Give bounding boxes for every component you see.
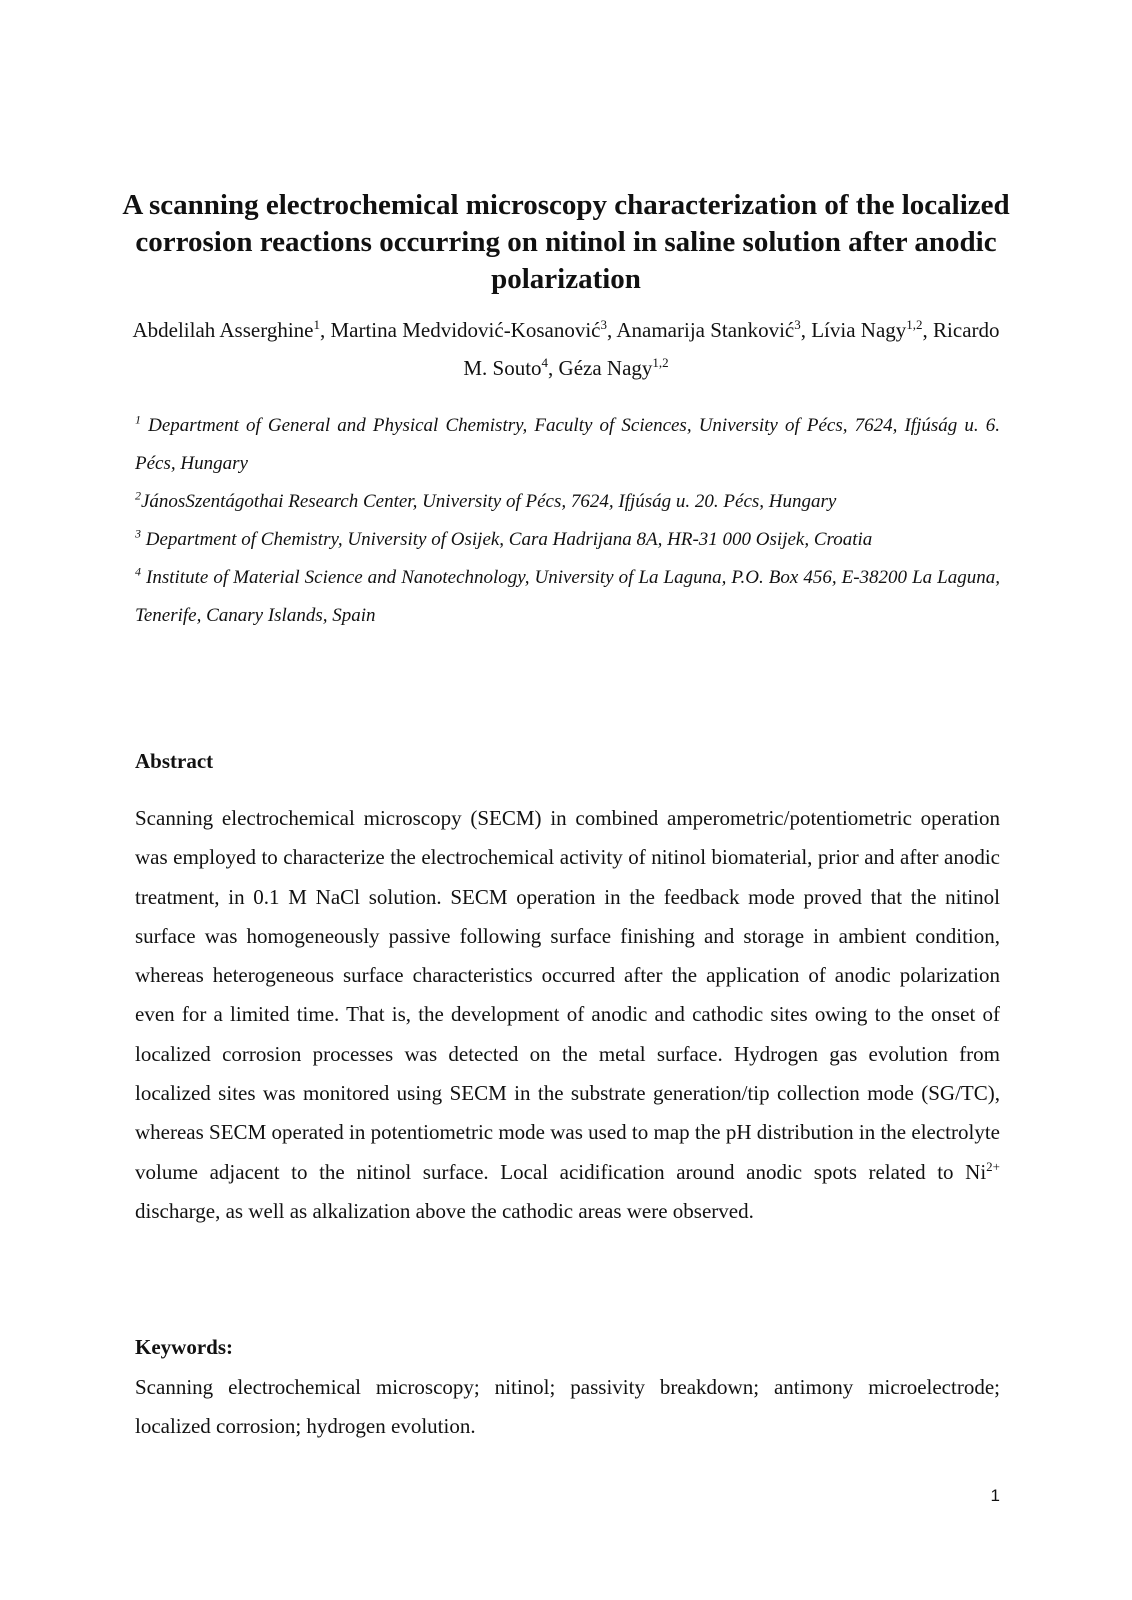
author-separator: , [800, 318, 812, 342]
author-name: Anamarija Stanković [616, 318, 795, 342]
author-separator: , [607, 318, 617, 342]
affiliation-number: 3 [135, 526, 141, 541]
author-affiliation-marker: 4 [541, 355, 549, 370]
affiliation-list [135, 407, 1000, 635]
keywords-heading: Keywords: [135, 1335, 233, 1359]
page-number: 1 [990, 1486, 1000, 1505]
abstract-heading: Abstract [135, 749, 214, 773]
paper-title: A scanning electrochemical microscopy characterization of the localized corrosion reactions occurring on nitinol in saline solution after anodic polarization [122, 189, 1010, 295]
affiliation-number: 2 [135, 488, 141, 503]
affiliation-text: Institute of Material Science and Nanotechnology, University of La Laguna, P.O. Box 456, E-38200 La Laguna, Tenerife, Canary Islands, Spain [135, 567, 1000, 626]
affiliation-item [135, 559, 1000, 635]
author-separator: , [319, 318, 331, 342]
author-name: Abdelilah Asserghine [132, 318, 314, 342]
author-list [120, 311, 1012, 387]
author-affiliation-marker: 3 [794, 317, 801, 332]
author-name: Géza Nagy [558, 356, 653, 380]
author-affiliation-marker: 1 [313, 317, 320, 332]
affiliation-number: 1 [135, 412, 141, 427]
affiliation-number: 4 [135, 564, 141, 579]
affiliation-item [135, 521, 1000, 559]
author-affiliation-marker: 1,2 [652, 355, 669, 370]
author-affiliation-marker: 1,2 [906, 317, 923, 332]
author-separator: , [548, 356, 559, 380]
abstract-text-part: discharge, as well as alkalization above the cathodic areas were observed. [135, 1198, 754, 1223]
author-name: Martina Medvidović-Kosanović [330, 318, 601, 342]
author-name: Lívia Nagy [811, 318, 907, 342]
affiliation-item [135, 483, 1000, 521]
ion-charge-superscript: 2+ [986, 1158, 1000, 1174]
affiliation-item [135, 407, 1000, 483]
author-name: Ricardo M. Souto [463, 318, 1000, 380]
keywords-list: Scanning electrochemical microscopy; nitinol; passivity breakdown; antimony microelectrode; localized corrosion; hydrogen evolution. [135, 1375, 1000, 1438]
affiliation-text: Department of Chemistry, University of Osijek, Cara Hadrijana 8A, HR-31 000 Osijek, Croatia [141, 529, 873, 550]
abstract-body [135, 799, 1000, 1231]
author-affiliation-marker: 3 [600, 317, 608, 332]
abstract-text-part: Scanning electrochemical microscopy (SECM) in combined amperometric/potentiometric operation was employed to characterize the electrochemical activity of nitinol biomaterial, prior and after anodic treatment, in 0.1 M NaCl solution. SECM operation in the feedback mode proved that the nitinol surface was homogeneously passive following surface finishing and storage in ambient condition, whereas heterogeneous surface characteristics occurred after the application of anodic polarization even for a limited time. That is, the development of anodic and cathodic sites owing to the onset of localized corrosion processes was detected on the metal surface. Hydrogen gas evolution from localized sites was monitored using SECM in the substrate generation/tip collection mode (SG/TC), whereas SECM operated in potentiometric mode was used to map the pH distribution in the electrolyte volume adjacent to the nitinol surface. Local acidification around anodic spots related to Ni [135, 806, 1000, 1184]
affiliation-text: JánosSzentágothai Research Center, University of Pécs, 7624, Ifjúság u. 20. Pécs, Hungary [141, 491, 837, 512]
affiliation-text: Department of General and Physical Chemistry, Faculty of Sciences, University of Pécs, 7624, Ifjúság u. 6. Pécs, Hungary [135, 415, 1000, 474]
author-separator: , [922, 318, 934, 342]
